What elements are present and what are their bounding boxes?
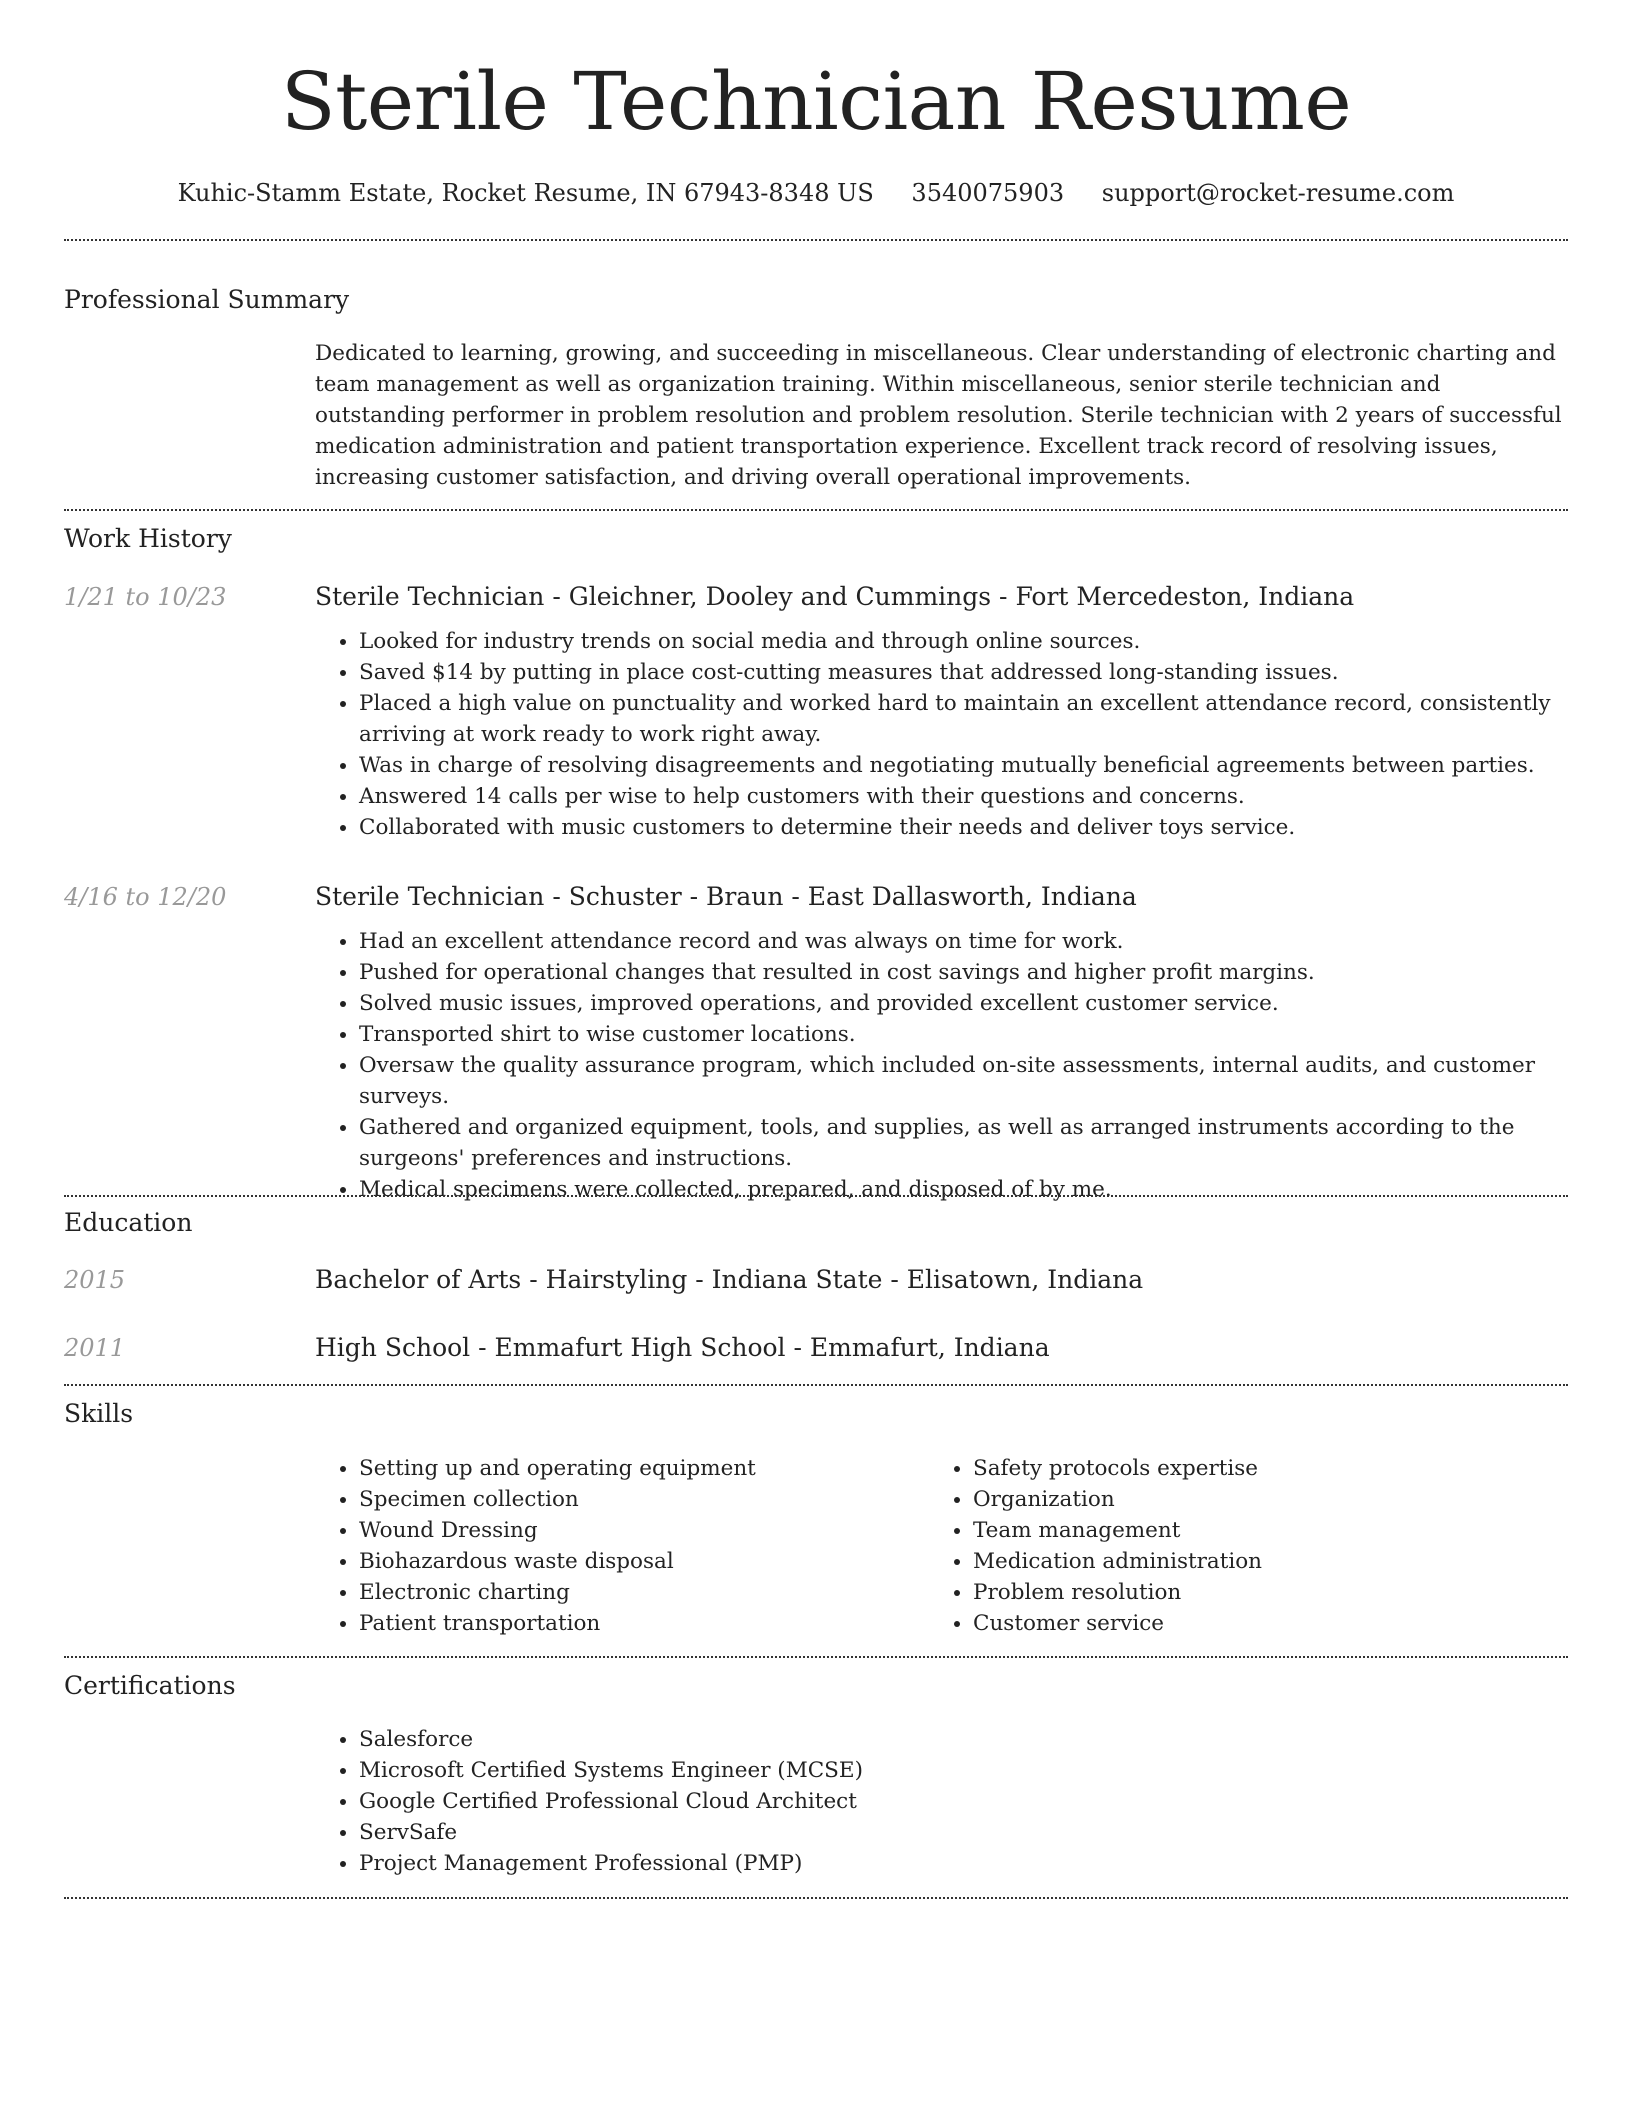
certification-item: • Salesforce [359, 1724, 1565, 1755]
job-dates: 1/21 to 10/23 [64, 583, 227, 611]
section-heading-summary: Professional Summary [64, 285, 350, 314]
skill-item: • Organization [973, 1484, 1543, 1515]
divider [64, 1384, 1568, 1386]
job-dates: 4/16 to 12/20 [64, 883, 227, 911]
section-heading-skills: Skills [64, 1399, 134, 1428]
section-heading-work: Work History [64, 524, 232, 553]
job-bullet: • Was in charge of resolving disagreements and negotiating mutually beneficial agreements between parties. [359, 750, 1565, 781]
skills-grid [315, 1453, 1565, 1639]
job-bullet: • Looked for industry trends on social media and through online sources. [359, 626, 1565, 657]
divider [64, 239, 1568, 241]
skill-item: • Medication administration [973, 1546, 1543, 1577]
job-entry [315, 580, 1565, 843]
skill-item: • Setting up and operating equipment [359, 1453, 929, 1484]
job-bullet: • Collaborated with music customers to determine their needs and deliver toys service. [359, 812, 1565, 843]
job-bullet: • Solved music issues, improved operations, and provided excellent customer service. [359, 988, 1565, 1019]
skills-list-right [929, 1453, 1543, 1639]
divider [64, 1656, 1568, 1658]
job-bullet: • Oversaw the quality assurance program, which included on-site assessments, internal audits, and customer surveys. [359, 1050, 1565, 1112]
job-bullet: • Placed a high value on punctuality and worked hard to maintain an excellent attendance record, consistently arriving at work ready to work right away. [359, 688, 1565, 750]
education-entry [315, 1263, 1565, 1297]
skill-item: • Customer service [973, 1608, 1543, 1639]
certification-item: • Microsoft Certified Systems Engineer (MCSE) [359, 1755, 1565, 1786]
section-heading-education: Education [64, 1208, 193, 1237]
job-entry [315, 880, 1565, 1205]
job-bullet: • Pushed for operational changes that resulted in cost savings and higher profit margins. [359, 957, 1565, 988]
job-bullet: • Transported shirt to wise customer locations. [359, 1019, 1565, 1050]
certification-item: • Google Certified Professional Cloud Architect [359, 1786, 1565, 1817]
section-heading-certifications: Certifications [64, 1671, 236, 1700]
skill-item: • Safety protocols expertise [973, 1453, 1543, 1484]
skill-item: • Biohazardous waste disposal [359, 1546, 929, 1577]
certification-item: • Project Management Professional (PMP) [359, 1848, 1565, 1879]
job-bullet: • Answered 14 calls per wise to help customers with their questions and concerns. [359, 781, 1565, 812]
job-bullet: • Gathered and organized equipment, tools, and supplies, as well as arranged instruments according to the surgeons' preferences and instructions. [359, 1112, 1565, 1174]
job-bullet: • Had an excellent attendance record and was always on time for work. [359, 926, 1565, 957]
job-bullets [315, 626, 1565, 843]
divider [64, 1897, 1568, 1899]
job-bullets [315, 926, 1565, 1205]
job-title: Sterile Technician - Gleichner, Dooley and Cummings - Fort Mercedeston, Indiana [315, 582, 1355, 611]
certification-item: • ServSafe [359, 1817, 1565, 1848]
summary-text: Dedicated to learning, growing, and succeeding in miscellaneous. Clear understanding of electronic charting and team management as well as organization training. Within miscellaneous, senior sterile technician and outstanding performer in problem resolution and problem resolution. Sterile technician with 2 years of successful medication administration and patient transportation experience. Excellent track record of resolving issues, increasing customer satisfaction, and driving overall operational improvements. [315, 341, 1562, 490]
education-year: 2011 [64, 1334, 126, 1362]
summary-block [315, 338, 1565, 493]
contact-phone: 3540075903 [911, 179, 1065, 207]
job-title: Sterile Technician - Schuster - Braun - East Dallasworth, Indiana [315, 882, 1137, 911]
job-bullet: • Medical specimens were collected, prepared, and disposed of by me. [359, 1174, 1565, 1205]
skill-item: • Wound Dressing [359, 1515, 929, 1546]
education-entry [315, 1331, 1565, 1365]
education-year: 2015 [64, 1266, 126, 1294]
divider [64, 1195, 1568, 1197]
education-degree: Bachelor of Arts - Hairstyling - Indiana State - Elisatown, Indiana [315, 1265, 1144, 1294]
certifications-block [315, 1724, 1565, 1879]
resume-title: Sterile Technician Resume [280, 55, 1352, 148]
divider [64, 509, 1568, 511]
skill-item: • Patient transportation [359, 1608, 929, 1639]
certifications-list [315, 1724, 1565, 1879]
skill-item: • Problem resolution [973, 1577, 1543, 1608]
contact-email: support@rocket-resume.com [1101, 179, 1455, 207]
skill-item: • Team management [973, 1515, 1543, 1546]
skill-item: • Specimen collection [359, 1484, 929, 1515]
education-degree: High School - Emmafurt High School - Emmafurt, Indiana [315, 1333, 1050, 1362]
skill-item: • Electronic charting [359, 1577, 929, 1608]
skills-list-left [315, 1453, 929, 1639]
contact-line [0, 176, 1632, 210]
job-bullet: • Saved $14 by putting in place cost-cutting measures that addressed long-standing issues. [359, 657, 1565, 688]
contact-address: Kuhic-Stamm Estate, Rocket Resume, IN 67943-8348 US [177, 179, 874, 207]
skills-block [315, 1453, 1565, 1639]
